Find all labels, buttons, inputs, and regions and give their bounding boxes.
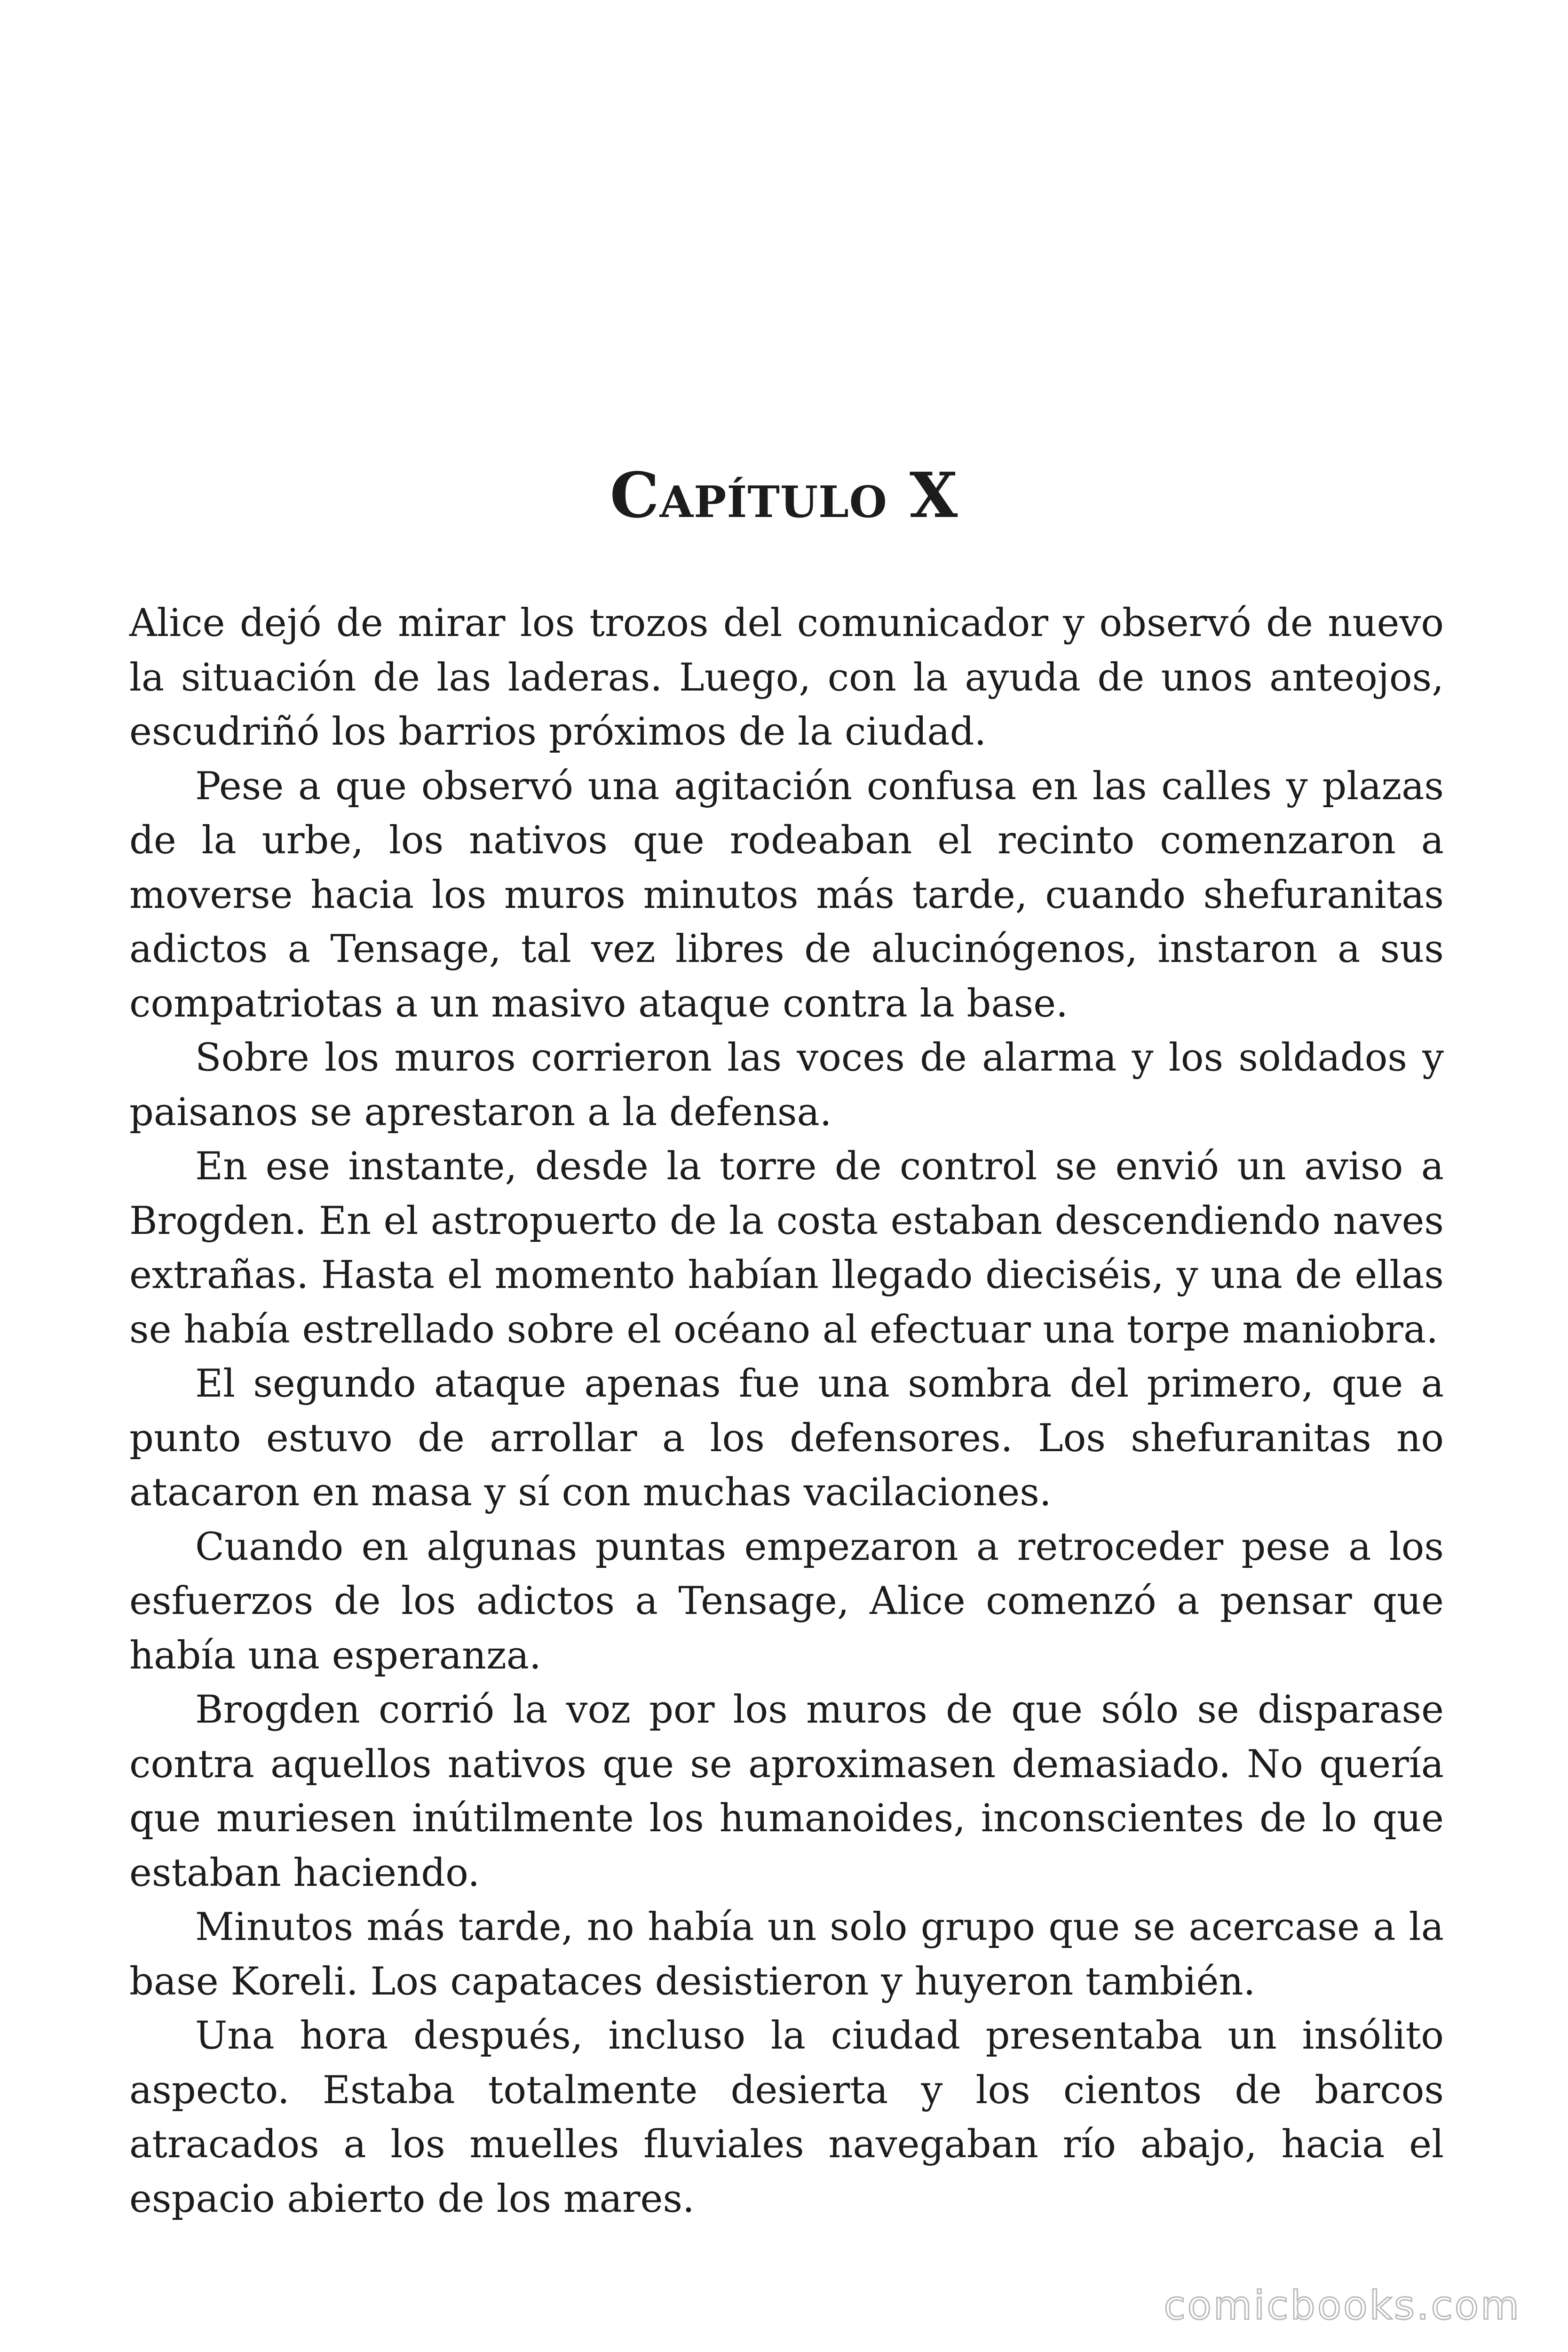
paragraph: Minutos más tarde, no había un solo grupo que se acercase a la base Koreli. Los capataces desistieron y huyeron también. bbox=[129, 1905, 1444, 2004]
paragraph: El segundo ataque apenas fue una sombra del primero, que a punto estuvo de arrollar a los defensores. Los shefuranitas no atacaron en masa y sí con muchas vacilaciones. bbox=[129, 1362, 1444, 1515]
watermark: comicbooks.com bbox=[1164, 2282, 1521, 2328]
chapter-title: Capítulo X bbox=[610, 459, 958, 532]
paragraph: Alice dejó de mirar los trozos del comunicador y observó de nuevo la situación de las laderas. Luego, con la ayuda de unos anteojos, escudriñó los barrios próximos de la ciudad. bbox=[129, 601, 1444, 754]
paragraph: Cuando en algunas puntas empezaron a retroceder pese a los esfuerzos de los adictos a Tensage, Alice comenzó a pensar que había una esperanza. bbox=[129, 1525, 1444, 1678]
paragraph: En ese instante, desde la torre de control se envió un aviso a Brogden. En el astropuerto de la costa estaban descendiendo naves extrañas. Hasta el momento habían llegado dieciséis, y una de ellas se había estrellado sobre el océano al efectuar una torpe maniobra. bbox=[129, 1144, 1444, 1352]
chapter-body bbox=[129, 596, 1444, 2226]
paragraph: Pese a que observó una agitación confusa en las calles y plazas de la urbe, los nativos que rodeaban el recinto comenzaron a moverse hacia los muros minutos más tarde, cuando shefuranitas adictos a Tensage, tal vez libres de alucinógenos, instaron a sus compatriotas a un masivo ataque contra la base. bbox=[129, 764, 1444, 1026]
paragraph: Brogden corrió la voz por los muros de que sólo se disparase contra aquellos nativos que se aproximasen demasiado. No quería que muriesen inútilmente los humanoides, inconscientes de lo que estaban haciendo. bbox=[129, 1688, 1444, 1895]
paragraph: Sobre los muros corrieron las voces de alarma y los soldados y paisanos se aprestaron a la defensa. bbox=[129, 1036, 1444, 1135]
paragraph: Una hora después, incluso la ciudad presentaba un insólito aspecto. Estaba totalmente desierta y los cientos de barcos atracados a los muelles fluviales navegaban río abajo, hacia el espacio abierto de los mares. bbox=[129, 2014, 1444, 2221]
